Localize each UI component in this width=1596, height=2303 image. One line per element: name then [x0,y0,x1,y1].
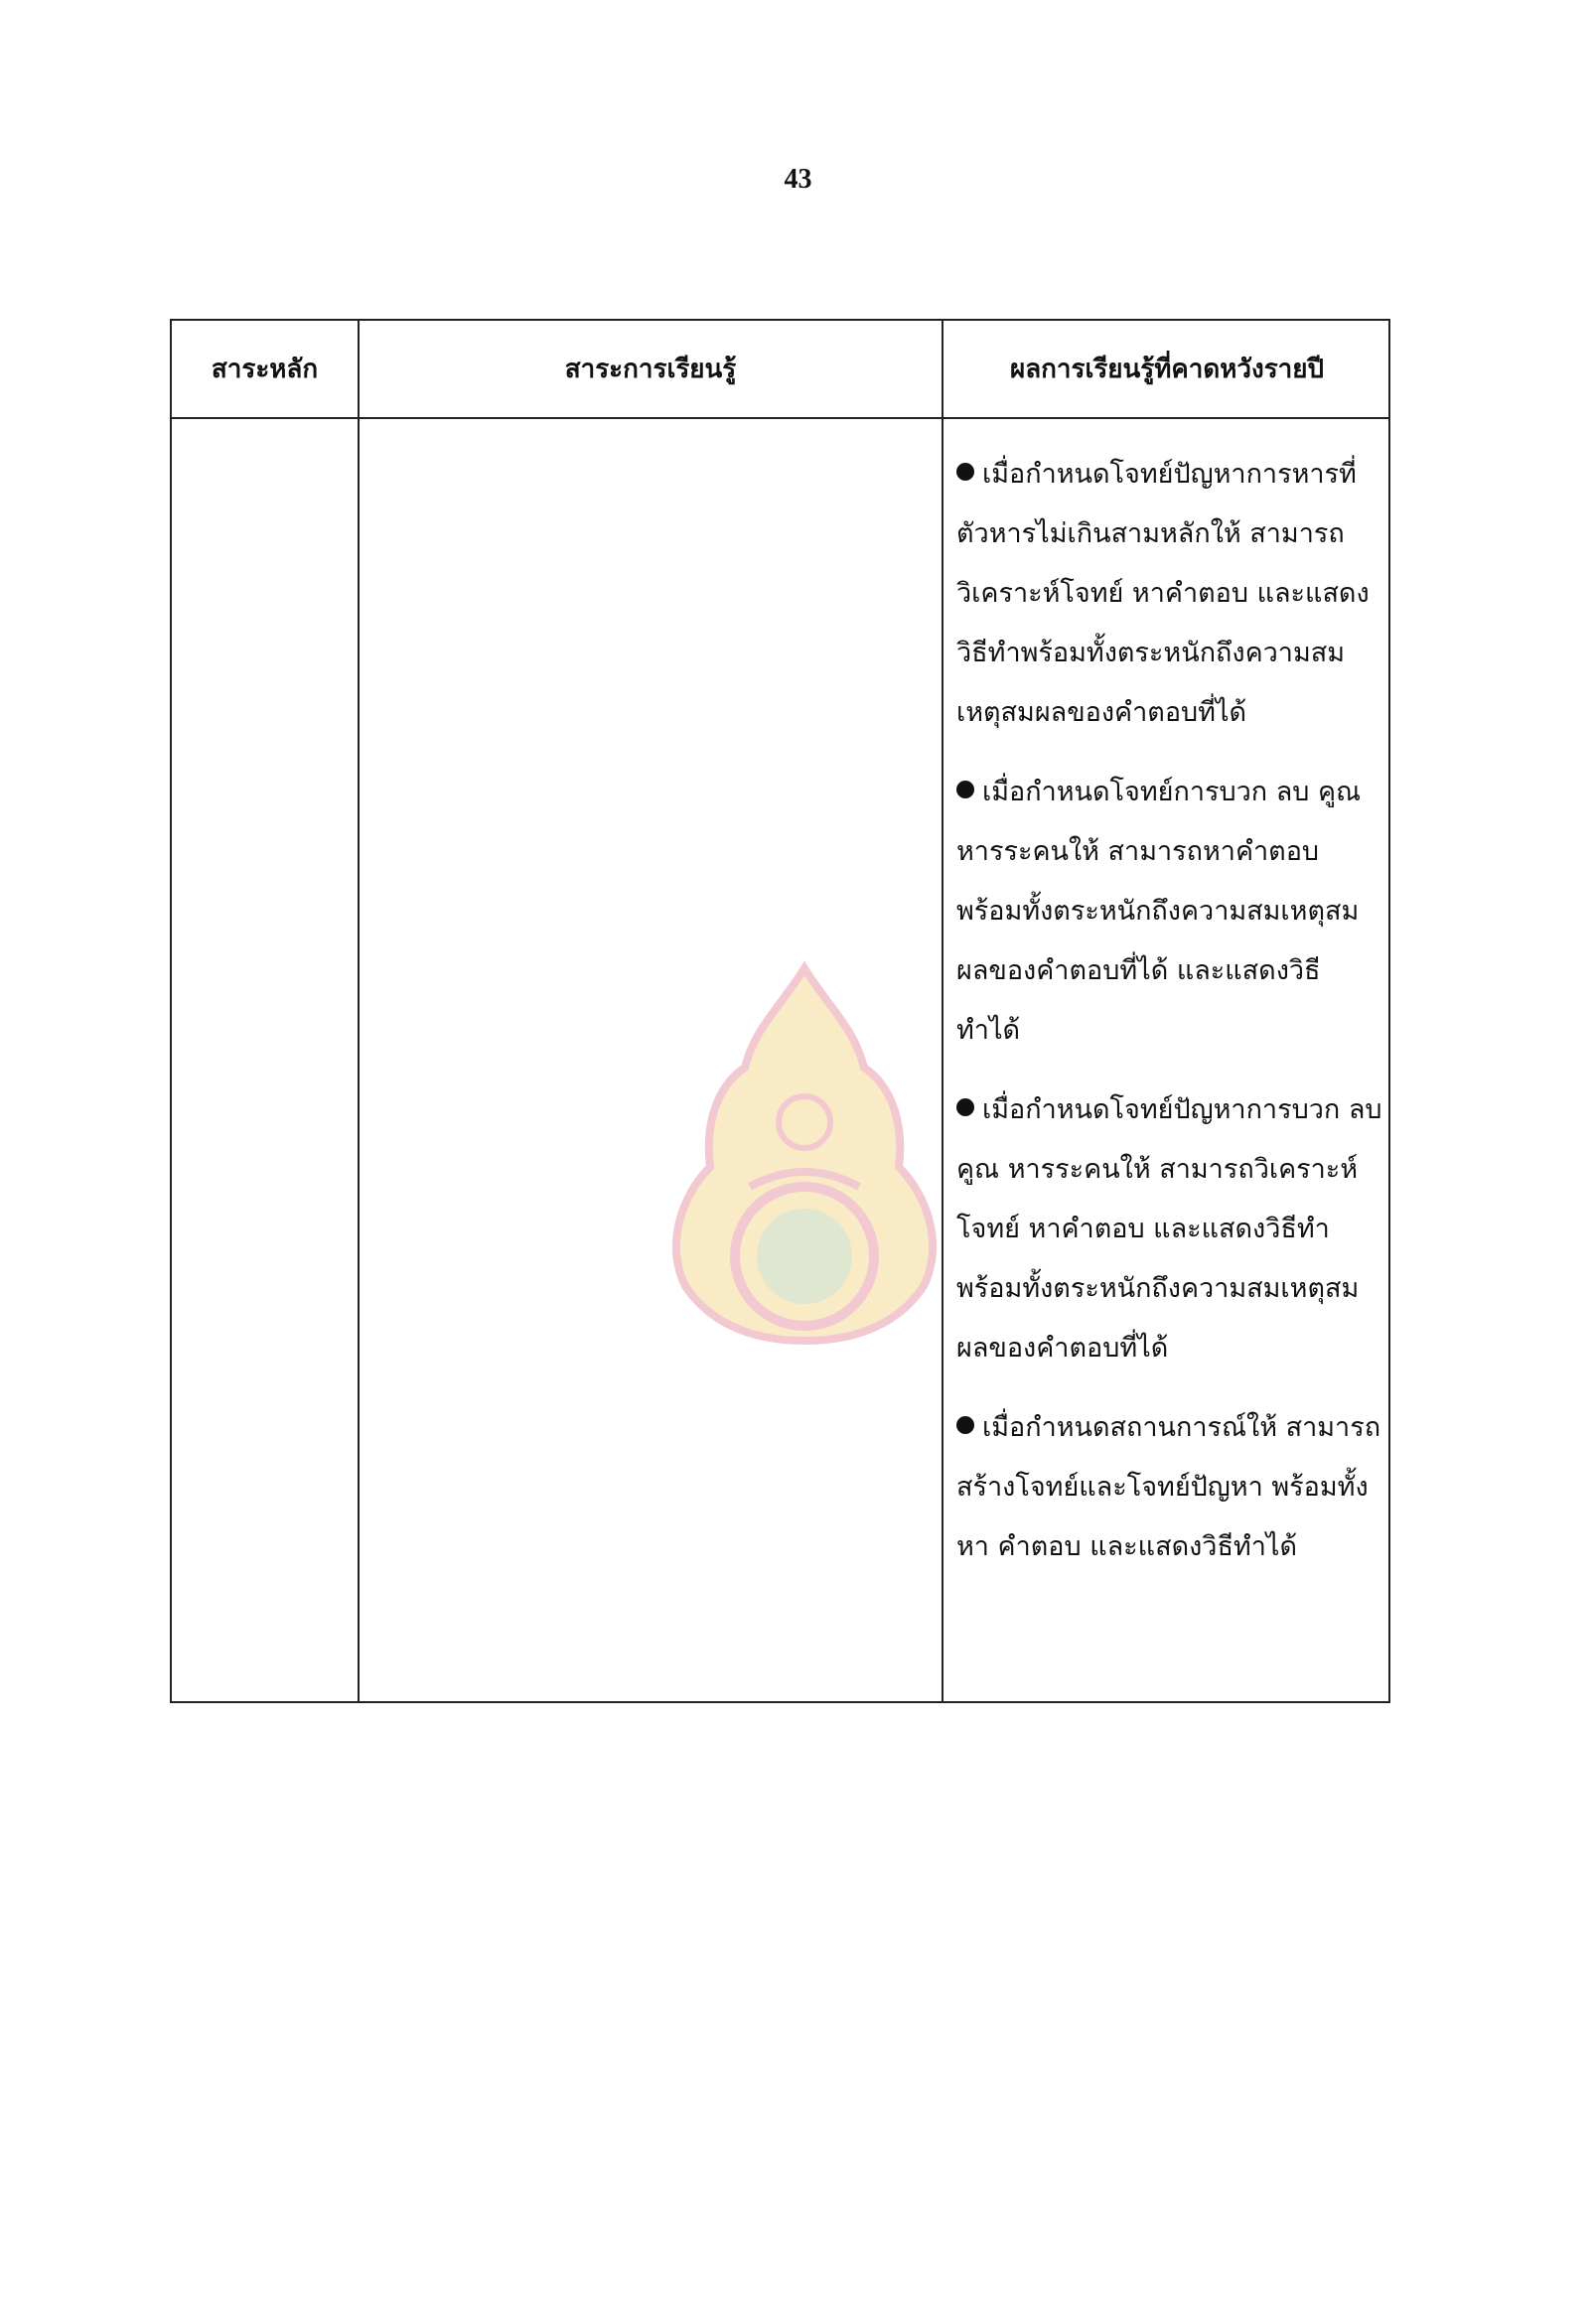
curriculum-table [170,319,1390,1703]
page-number: 43 [784,164,812,195]
header-expected-outcomes: ผลการเรียนรู้ที่คาดหวังรายปี [1009,355,1325,384]
outcome-item [956,445,1383,743]
outcome-text: เมื่อกำหนดโจทย์ปัญหาการหารที่ตัวหารไม่เกินสามหลักให้ สามารถวิเคราะห์โจทย์ หาคำตอบ และแสดงวิธีทำพร้อมทั้งตระหนักถึงความสมเหตุสมผลของคำตอบที่ได้ [956,459,1370,728]
column-divider [358,321,360,1701]
header-main-strand: สาระหลัก [211,355,319,384]
header-divider [172,417,1388,419]
bullet-icon [956,1416,974,1434]
outcome-item [956,763,1383,1061]
column-divider [942,321,943,1701]
header-learning-content: สาระการเรียนรู้ [564,355,737,384]
outcome-item [956,1398,1383,1577]
expected-outcomes-list [956,445,1383,1597]
bullet-icon [956,1098,974,1116]
bullet-icon [956,781,974,798]
outcome-text: เมื่อกำหนดโจทย์ปัญหาการบวก ลบ คูณ หารระคนให้ สามารถวิเคราะห์โจทย์ หาคำตอบ และแสดงวิธีทำ พร้อมทั้งตระหนักถึงความสมเหตุสมผลของคำตอบที่ได้ [956,1094,1382,1364]
outcome-text: เมื่อกำหนดโจทย์การบวก ลบ คูณ หารระคนให้ สามารถหาคำตอบพร้อมทั้งตระหนักถึงความสมเหตุสมผลของคำตอบที่ได้ และแสดงวิธีทำได้ [956,777,1362,1046]
outcome-item [956,1080,1383,1378]
bullet-icon [956,463,974,481]
outcome-text: เมื่อกำหนดสถานการณ์ให้ สามารถสร้างโจทย์และโจทย์ปัญหา พร้อมทั้งหา คำตอบ และแสดงวิธีทำได้ [956,1412,1381,1562]
